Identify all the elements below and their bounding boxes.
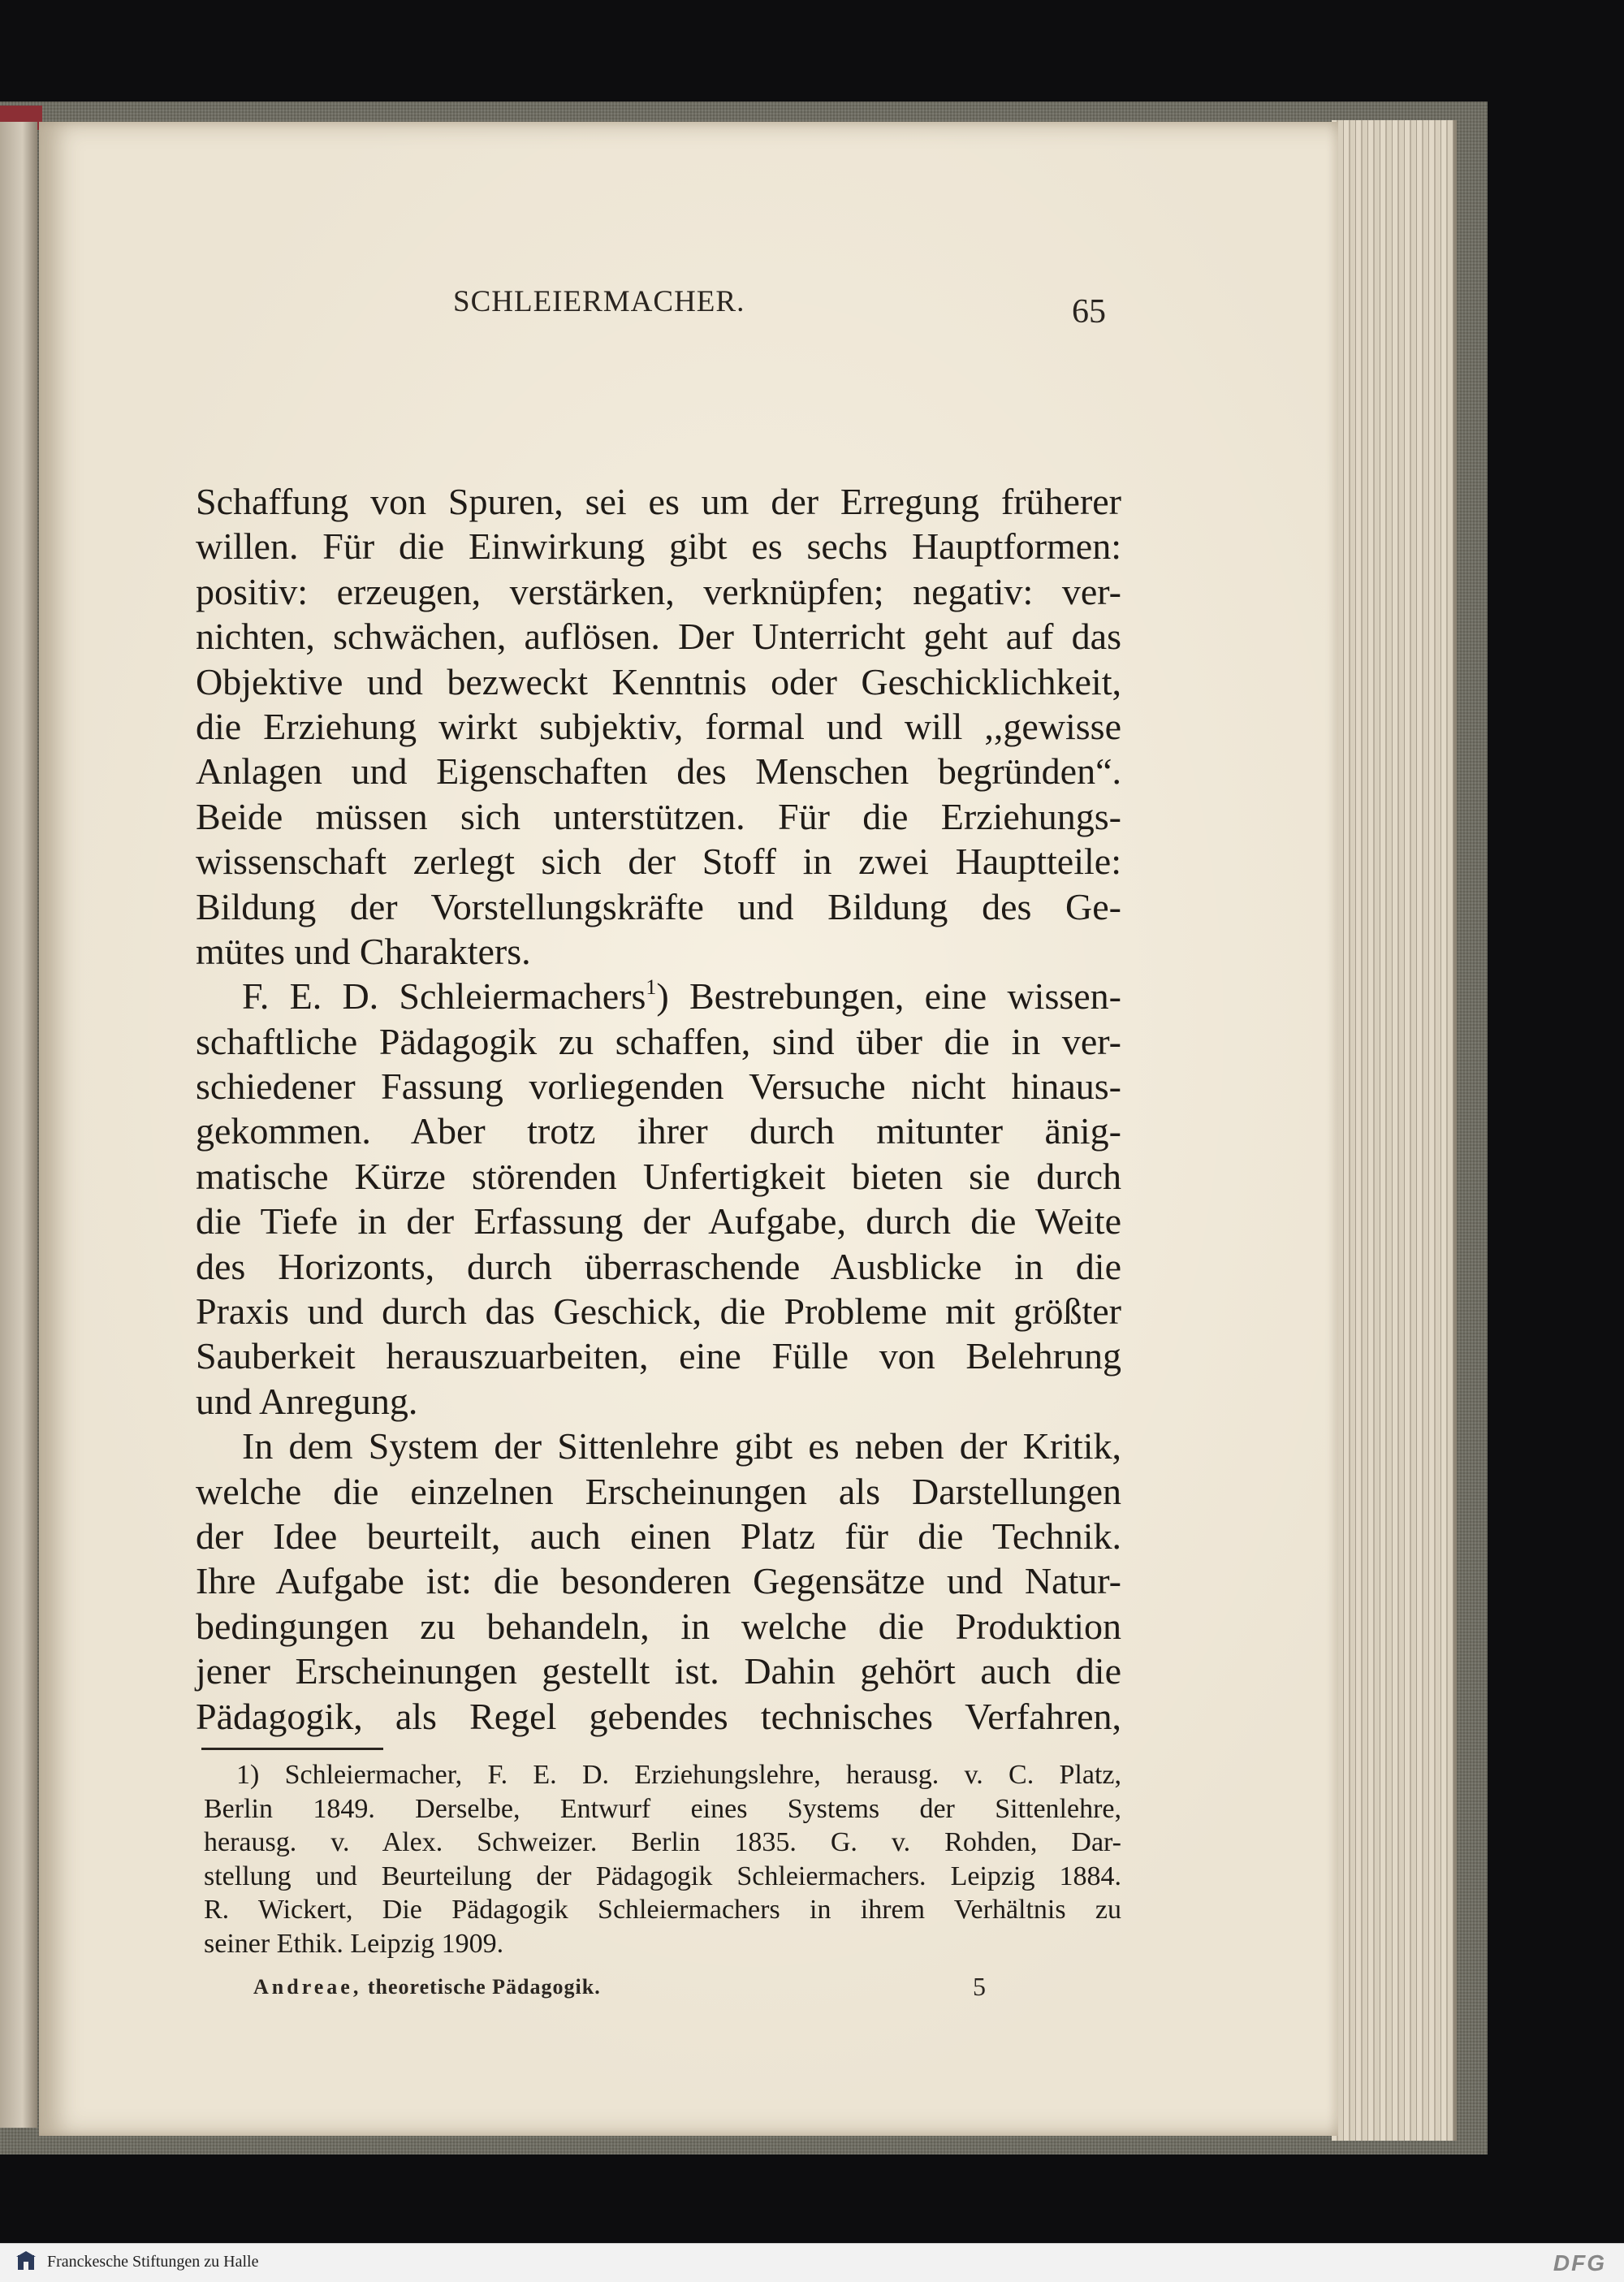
footnote-line: R. Wickert, Die Pädagogik Schleiermachers in ihrem Verhältnis zu xyxy=(204,1895,1121,1925)
line-text: F. E. D. Schleiermachers xyxy=(242,975,646,1018)
text-line: Ihre Aufgabe ist: die besonderen Gegensätze und Natur- xyxy=(196,1560,1121,1602)
dfg-logo: DFG xyxy=(1553,2250,1606,2276)
footnote-line: stellung und Beurteilung der Pädagogik Schleiermachers. Leipzig 1884. xyxy=(204,1861,1121,1891)
text-line: Beide müssen sich unterstützen. Für die Erziehungs- xyxy=(196,795,1121,837)
text-line-with-footnote xyxy=(196,974,1121,1018)
text-line: In dem System der Sittenlehre gibt es neben der Kritik, xyxy=(242,1425,1121,1467)
text-line: bedingungen zu behandeln, in welche die Produktion xyxy=(196,1605,1121,1647)
printer-signature xyxy=(253,1975,601,1999)
footnote-line: seiner Ethik. Leipzig 1909. xyxy=(204,1928,504,1959)
text-line: Bildung der Vorstellungskräfte und Bildung des Ge- xyxy=(196,885,1121,927)
text-line: die Erziehung wirkt subjektiv, formal und will ,,gewisse xyxy=(196,705,1121,747)
footnote-rule xyxy=(201,1748,383,1750)
text-line: jener Erscheinungen gestellt ist. Dahin gehört auch die xyxy=(196,1650,1121,1692)
signature-number: 5 xyxy=(973,1972,986,2001)
text-line: wissenschaft zerlegt sich der Stoff in zwei Hauptteile: xyxy=(196,841,1121,883)
running-head: SCHLEIERMACHER. xyxy=(453,285,745,318)
text-line: nichten, schwächen, auflösen. Der Unterricht geht auf das xyxy=(196,616,1121,658)
text-line: der Idee beurteilt, auch einen Platz für die Technik. xyxy=(196,1515,1121,1557)
institution-logo-icon xyxy=(15,2250,37,2275)
text-line: Objektive und bezweckt Kenntnis oder Geschicklichkeit, xyxy=(196,660,1121,702)
text-line: schaftliche Pädagogik zu schaffen, sind über die in ver- xyxy=(196,1020,1121,1062)
signature-author: Andreae, xyxy=(253,1975,362,1999)
text-line: matische Kürze störenden Unfertigkeit bieten sie durch xyxy=(196,1155,1121,1197)
page-block-edges xyxy=(1332,120,1457,2141)
text-line: gekommen. Aber trotz ihrer durch mitunter änig- xyxy=(196,1110,1121,1152)
footnote-line: 1) Schleiermacher, F. E. D. Erziehungslehre, herausg. v. C. Platz, xyxy=(236,1760,1121,1790)
footnotes xyxy=(204,1758,1121,1960)
text-line: des Horizonts, durch überraschende Ausblicke in die xyxy=(196,1245,1121,1287)
text-line: schiedener Fassung vorliegenden Versuche nicht hinaus- xyxy=(196,1065,1121,1108)
line-text: ) Bestrebungen, eine wissen- xyxy=(656,975,1121,1018)
footnote-marker: 1 xyxy=(646,975,657,1000)
text-line: Pädagogik, als Regel gebendes technisches Verfahren, xyxy=(196,1695,1121,1737)
footnote-line: herausg. v. Alex. Schweizer. Berlin 1835. G. v. Rohden, Dar- xyxy=(204,1827,1121,1857)
text-line: Schaffung von Spuren, sei es um der Erregung früherer xyxy=(196,481,1121,522)
text-line: willen. Für die Einwirkung gibt es sechs Hauptformen: xyxy=(196,525,1121,568)
viewer-footer xyxy=(0,2243,1624,2282)
text-line: die Tiefe in der Erfassung der Aufgabe, durch die Weite xyxy=(196,1200,1121,1243)
text-line: welche die einzelnen Erscheinungen als Darstellungen xyxy=(196,1470,1121,1512)
text-line: positiv: erzeugen, verstärken, verknüpfen; negativ: ver- xyxy=(196,570,1121,612)
text-line: Anlagen und Eigenschaften des Menschen begründen“. xyxy=(196,750,1121,793)
institution-name: Franckesche Stiftungen zu Halle xyxy=(47,2253,259,2271)
footnote-line: Berlin 1849. Derselbe, Entwurf eines Systems der Sittenlehre, xyxy=(204,1793,1121,1824)
book-page xyxy=(39,122,1338,2136)
signature-title: theoretische Pädagogik. xyxy=(361,1975,601,1999)
text-line: mütes und Charakters. xyxy=(196,930,531,972)
left-page-edge xyxy=(0,122,37,2128)
text-line: Sauberkeit herauszuarbeiten, eine Fülle von Belehrung xyxy=(196,1335,1121,1377)
page-number: 65 xyxy=(1072,293,1106,331)
body-text xyxy=(196,479,1121,1739)
text-line: Praxis und durch das Geschick, die Probleme mit größter xyxy=(196,1290,1121,1333)
text-line: und Anregung. xyxy=(196,1380,418,1422)
